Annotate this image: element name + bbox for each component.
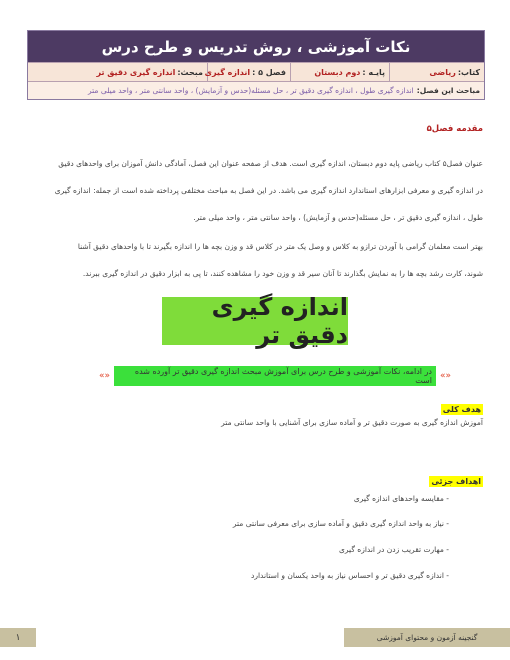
chapter-cell xyxy=(204,63,290,81)
chapter-value: اندازه گیری xyxy=(204,67,251,77)
page-title: نکات آموزشی ، روش تدریس و طرح درس xyxy=(28,31,484,62)
chapter-label: فصل ۵ : xyxy=(252,67,286,77)
highlight-text: در ادامه، نکات آموزشی و طرح درس برای آموزش مبحث اندازه گیری دقیق تر آورده شده است xyxy=(114,366,436,386)
chapter-topics-row xyxy=(28,81,484,99)
meta-row xyxy=(28,62,484,81)
double-arrow-icon: «» xyxy=(99,371,111,381)
sub-goals-section xyxy=(27,469,483,488)
intro-paragraph-1 xyxy=(27,150,483,231)
list-item: - مقایسه واحدهای اندازه گیری xyxy=(353,494,449,503)
goal-section xyxy=(27,397,483,416)
book-cell xyxy=(389,63,484,81)
topics-value: اندازه گیری طول ، اندازه گیری دقیق تر ، حل مسئله(حدس و آزمایش) ، واحد سانتی متر ، واحد میلی متر xyxy=(88,86,414,95)
lesson-header xyxy=(27,30,485,100)
goal-title: هدف کلی xyxy=(442,405,481,414)
topics-label: مباحث این فصل: xyxy=(416,86,480,95)
grade-value: دوم دبستان xyxy=(314,67,361,77)
topic-cell xyxy=(28,63,207,81)
intro-paragraph-2 xyxy=(27,233,483,287)
sub-goals-title: اهداف جزئی xyxy=(431,477,481,486)
intro-line: در اندازه گیری و معرفی ابزارهای استاندارد اندازه گیری می باشد. در این فصل به مباحث مختلفی پرداخته شده است از جمله: اندازه گیری xyxy=(54,186,483,195)
page-number: ۱ xyxy=(0,628,36,647)
intro-line: طول ، اندازه گیری دقیق تر ، حل مسئله(حدس و آزمایش) ، واحد سانتی متر ، واحد میلی متر. xyxy=(193,213,483,222)
banner-wrap xyxy=(0,293,510,349)
topic-label: مبحث: xyxy=(177,67,203,77)
intro-title: مقدمه فصل۵ xyxy=(426,124,483,134)
intro-section xyxy=(27,124,483,134)
topic-value: اندازه گیری دقیق تر xyxy=(96,67,176,77)
goal-text: آموزش اندازه گیری به صورت دقیق تر و آماده سازی برای آشنایی با واحد سانتی متر xyxy=(221,418,483,427)
book-value: ریاضی xyxy=(429,67,456,77)
grade-label: پایـه : xyxy=(362,67,385,77)
intro-line: شوند، کارت رشد بچه ها را به نمایش بگذارند تا آنان سیر قد و وزن خود را مشاهده کنند، تا پی به ابزار دقیق در اندازه گیری ببرند. xyxy=(82,269,483,278)
topic-banner: اندازه گیری دقیق تر xyxy=(162,297,348,345)
list-item: - مهارت تقریب زدن در اندازه گیری xyxy=(339,545,449,554)
highlight-line xyxy=(95,369,455,383)
footer-brand: گنجینه آزمون و محتوای آموزشی xyxy=(344,628,510,647)
page-footer xyxy=(0,628,510,647)
intro-line: بهتر است معلمان گرامی با آوردن ترازو به کلاس و وصل یک متر در کلاس قد و وزن بچه ها را اندازه بگیرند تا با واحدهای دقیق آشنا xyxy=(77,242,483,251)
intro-line: عنوان فصل۵ کتاب ریاضی پایه دوم دبستان، اندازه گیری است. هدف از صفحه عنوان این فصل، آمادگی دانش آموزان برای واحدهای دقیق xyxy=(58,159,483,168)
list-item: - اندازه گیری دقیق تر و احساس نیاز به واحد یکسان و استاندارد xyxy=(250,571,449,580)
book-label: کتاب: xyxy=(457,67,480,77)
double-arrow-icon: «» xyxy=(439,371,451,381)
grade-cell xyxy=(290,63,389,81)
list-item: - نیاز به واحد اندازه گیری دقیق و آماده سازی برای معرفی سانتی متر xyxy=(232,519,449,528)
